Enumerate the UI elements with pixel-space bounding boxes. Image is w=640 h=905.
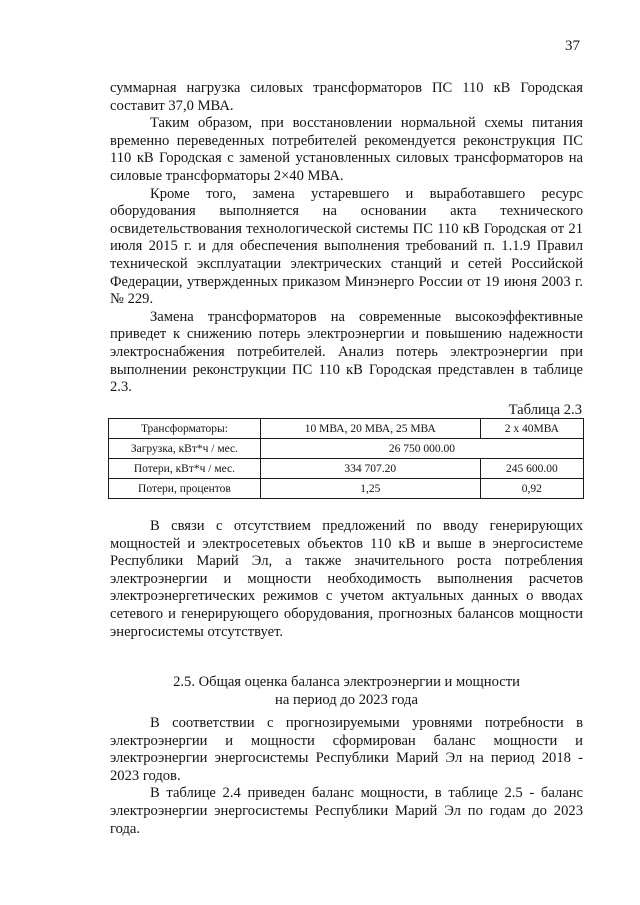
section-heading-line: 2.5. Общая оценка баланса электроэнергии и мощности (173, 674, 520, 690)
table-cell: 1,25 (260, 479, 480, 499)
paragraph: В соответствии с прогнозируемыми уровнями потребности в электроэнергии и мощности сформирован баланс мощности и электроэнергии энергосистемы Республики Марий Эл на период 2018 - 2023 годов. (110, 715, 583, 784)
section-heading-line: на период до 2023 года (275, 692, 418, 708)
paragraph: В связи с отсутствием предложений по вводу генерирующих мощностей и электросетевых объектов 110 кВ и выше в энергосистеме Республики Марий Эл, а также значительного роста потребления электроэнергии и мощности необходимость выполнения расчетов электроэнергетических режимов с учетом актуальных данных о вводах сетевого и генерирующего оборудования, прогнозных балансов мощности энергосистемы отсутствует. (110, 518, 583, 640)
paragraph: Таким образом, при восстановлении нормальной схемы питания временно переведенных потребителей рекомендуется реконструкция ПС 110 кВ Городская с заменой установленных силовых трансформаторов на силовые трансформаторы 2×40 МВА. (110, 115, 583, 184)
table-row-label: Загрузка, кВт*ч / мес. (109, 439, 261, 459)
body-text-top (110, 80, 583, 397)
table-header-cell: 2 х 40МВА (480, 419, 583, 439)
table-cell: 334 707.20 (260, 459, 480, 479)
table-caption: Таблица 2.3 (508, 402, 582, 418)
table-header-cell: Трансформаторы: (109, 419, 261, 439)
paragraph: суммарная нагрузка силовых трансформаторов ПС 110 кВ Городская составит 37,0 МВА. (110, 80, 583, 114)
table-cell: 245 600.00 (480, 459, 583, 479)
table-row (109, 439, 584, 459)
table-row-label: Потери, кВт*ч / мес. (109, 459, 261, 479)
paragraph: В таблице 2.4 приведен баланс мощности, в таблице 2.5 - баланс электроэнергии энергосистемы Республики Марий Эл по годам до 2023 года. (110, 785, 583, 837)
losses-table (108, 418, 584, 499)
body-text-bottom (110, 715, 583, 838)
table-header-cell: 10 МВА, 20 МВА, 25 МВА (260, 419, 480, 439)
section-heading (110, 673, 583, 709)
table-row (109, 479, 584, 499)
body-text-middle (110, 518, 583, 641)
table-row (109, 459, 584, 479)
table-cell: 26 750 000.00 (260, 439, 583, 459)
page-number: 37 (565, 38, 580, 54)
table-row-label: Потери, процентов (109, 479, 261, 499)
table-header-row (109, 419, 584, 439)
paragraph: Замена трансформаторов на современные высокоэффективные приведет к снижению потерь электроэнергии и повышению надежности электроснабжения потребителей. Анализ потерь электроэнергии при выполнении реконструкции ПС 110 кВ Городская представлен в таблице 2.3. (110, 308, 583, 396)
paragraph: Кроме того, замена устаревшего и выработавшего ресурс оборудования выполняется на основании акта технического освидетельствования технологической системы ПС 110 кВ Городская от 21 июля 2015 г. и для обеспечения выполнения требований п. 1.1.9 Правил технической эксплуатации электрических станций и сетей Российской Федерации, утвержденных приказом Минэнерго России от 19 июня 2003 г. № 229. (110, 185, 583, 308)
table-cell: 0,92 (480, 479, 583, 499)
